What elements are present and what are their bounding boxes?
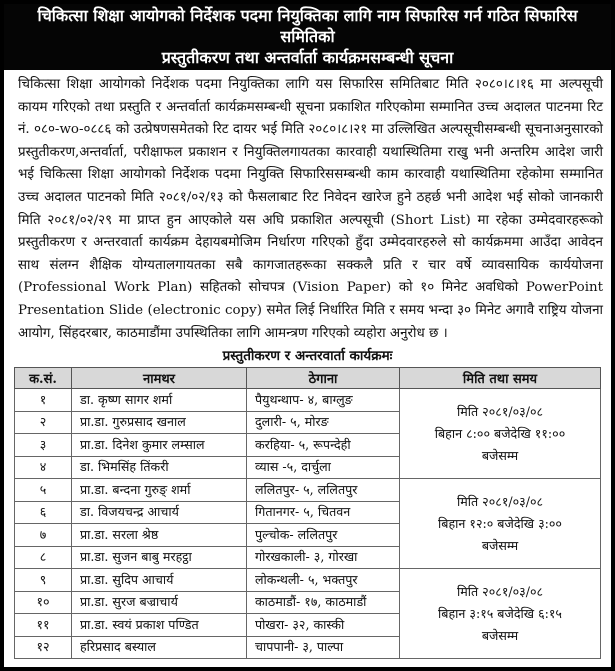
candidate-address: काठमाडौं- १७, काठमाडौं xyxy=(247,591,400,614)
candidate-address: पैयुथन्थाप- ४, बाग्लुङ xyxy=(247,389,400,412)
candidate-name: प्रा.डा. दिनेश कुमार लम्साल xyxy=(72,434,247,457)
serial-number: ८ xyxy=(15,546,72,569)
serial-number: ५ xyxy=(15,479,72,502)
candidate-name: प्रा.डा. सुजन बाबु मरहट्ठा xyxy=(72,546,247,569)
candidate-address: ललितपुर- ५, ललितपुर xyxy=(247,479,400,502)
candidate-name: हरिप्रसाद बस्याल xyxy=(72,636,247,659)
serial-number: २ xyxy=(15,411,72,434)
title-line-1: चिकित्सा शिक्षा आयोगको निर्देशक पदमा नियुक्तिका लागि नाम सिफारिस गर्न गठित सिफारिस समितिको xyxy=(37,6,578,46)
notice-title xyxy=(4,4,611,70)
table-row xyxy=(15,389,601,412)
slot-time: बिहान ८:०० बजेदेखि ११:०० xyxy=(434,425,566,441)
candidate-address: व्यास -५, दार्चुला xyxy=(247,456,400,479)
candidate-name: प्रा.डा. सुरज बज्राचार्य xyxy=(72,591,247,614)
slot-until: बजेसम्म xyxy=(481,447,519,463)
header-sn: क.सं. xyxy=(15,368,72,389)
serial-number: ७ xyxy=(15,524,72,547)
slot-date: मिति २०८१/०३/०८ xyxy=(456,403,544,419)
candidate-address: पोखरा- ३२, कास्की xyxy=(247,614,400,637)
candidate-address: गोरखकाली- ३, गोरखा xyxy=(247,546,400,569)
candidate-address: चापपानी- ३, पाल्पा xyxy=(247,636,400,659)
serial-number: ११ xyxy=(15,614,72,637)
serial-number: ३ xyxy=(15,434,72,457)
schedule-subtitle: प्रस्तुतीकरण र अन्तरवार्ता कार्यक्रमः xyxy=(222,348,393,365)
schedule-slot xyxy=(400,479,601,569)
candidate-name: प्रा.डा. बन्दना गुरुङ् शर्मा xyxy=(72,479,247,502)
schedule-slot xyxy=(400,569,601,659)
candidate-address: लोकन्थली- ५, भक्तपुर xyxy=(247,569,400,592)
table-row xyxy=(15,569,601,592)
slot-until: बजेसम्म xyxy=(481,627,519,643)
serial-number: ६ xyxy=(15,501,72,524)
table-header-row xyxy=(15,368,601,389)
schedule-table xyxy=(14,367,601,659)
slot-time: बिहान ३:१५ बजेदेखि ६:१५ xyxy=(438,605,562,621)
notice-body: चिकित्सा शिक्षा आयोगको निर्देशक पदमा नियुक्तिका लागि यस सिफारिस समितिबाट मिति २०८०।८।१६ मा अल्पसूची कायम गरिएको तथा प्रस्तुति र अन्तर्वार्ता कार्यक्रमसम्बन्धी सूचना प्रकाशित गरिएकोमा सम्मानित उच्च अदालत पाटनमा रिट नं. ०८०-wo-०८८६ को उत्प्रेषणसमेतको रिट दायर भई मिति २०८०।८।२१ मा उल्लिखित अल्पसूचीसम्बन्धी सूचनाअनुसारको प्रस्तुतीकरण,अन्तर्वार्ता, परीक्षाफल प्रकाशन र नियुक्तिलगायतका कारवाही यथास्थितिमा राखु भनी अन्तरिम आदेश जारी भई चिकित्सा शिक्षा आयोगको निर्देशक पदमा नियुक्ति सिफारिससम्बन्धी काम कारवाही यथास्थितिमा रहेकोमा सम्मानित उच्च अदालत पाटनको मिति २०८१/०२/१३ को फैसलाबाट रिट निवेदन खारेज हुने ठहर्छ भनी आदेश भई सोको जानकारी मिति २०८१/०२/२९ मा प्राप्त हुन आएकोले यस अघि प्रकाशित अल्पसूची (Short List) मा रहेका उम्मेदवारहरूको प्रस्तुतीकरण र अन्तरवार्ता कार्यक्रम देहायबमोजिम निर्धारण गरिएको हुँदा उम्मेदवारहरुले सो कार्यक्रममा आउँदा आवेदन साथ संलग्न शैक्षिक योग्यतालगायतका सबै कागजातहरूका सक्कलै प्रति र चार वर्षे व्यावसायिक कार्ययोजना (Professional Work Plan) सहितको सोचपत्र (Vision Paper) को १० मिनेट अवधिको PowerPoint Presentation Slide (electronic copy) समेत लिई निर्धारित मिति र समय भन्दा ३० मिनेट अगावै राष्ट्रिय योजना आयोग, सिंहदरबार, काठमाडौंमा उपस्थितिका लागि आमन्त्रण गरिएको व्यहोरा अनुरोध छ । xyxy=(18,77,603,341)
candidate-address: दुलारी- ५, मोरङ xyxy=(247,411,400,434)
candidate-name: डा. विजयचन्द्र आचार्य xyxy=(72,501,247,524)
serial-number: ९ xyxy=(15,569,72,592)
serial-number: १२ xyxy=(15,636,72,659)
slot-time: बिहान १२:० बजेदेखि ३:०० xyxy=(438,515,562,531)
candidate-address: करहिया- ५, रूपन्देही xyxy=(247,434,400,457)
slot-date: मिति २०८१/०३/०८ xyxy=(456,583,544,599)
candidate-address: गितानगर- ५, चितवन xyxy=(247,501,400,524)
candidate-name: डा. कृष्ण सागर शर्मा xyxy=(72,389,247,412)
schedule-slot xyxy=(400,389,601,479)
candidate-name: प्रा.डा. सरला श्रेष्ठ xyxy=(72,524,247,547)
candidate-name: प्रा.डा. स्वयं प्रकाश पण्डित xyxy=(72,614,247,637)
serial-number: १ xyxy=(15,389,72,412)
slot-date: मिति २०८१/०३/०८ xyxy=(456,493,544,509)
serial-number: ४ xyxy=(15,456,72,479)
serial-number: १० xyxy=(15,591,72,614)
header-name: नामथर xyxy=(72,368,247,389)
header-address: ठेगाना xyxy=(247,368,400,389)
title-line-2: प्रस्तुतीकरण तथा अन्तर्वार्ता कार्यक्रमसम्बन्धी सूचना xyxy=(161,48,454,67)
candidate-name: डा. भिमसिंह तिंकरी xyxy=(72,456,247,479)
candidate-address: पुल्चोक- ललितपुर xyxy=(247,524,400,547)
slot-until: बजेसम्म xyxy=(481,537,519,553)
header-datetime: मिति तथा समय xyxy=(400,368,601,389)
candidate-name: प्रा.डा. गुरुप्रसाद खनाल xyxy=(72,411,247,434)
candidate-name: प्रा.डा. सुदिप आचार्य xyxy=(72,569,247,592)
table-row xyxy=(15,479,601,502)
